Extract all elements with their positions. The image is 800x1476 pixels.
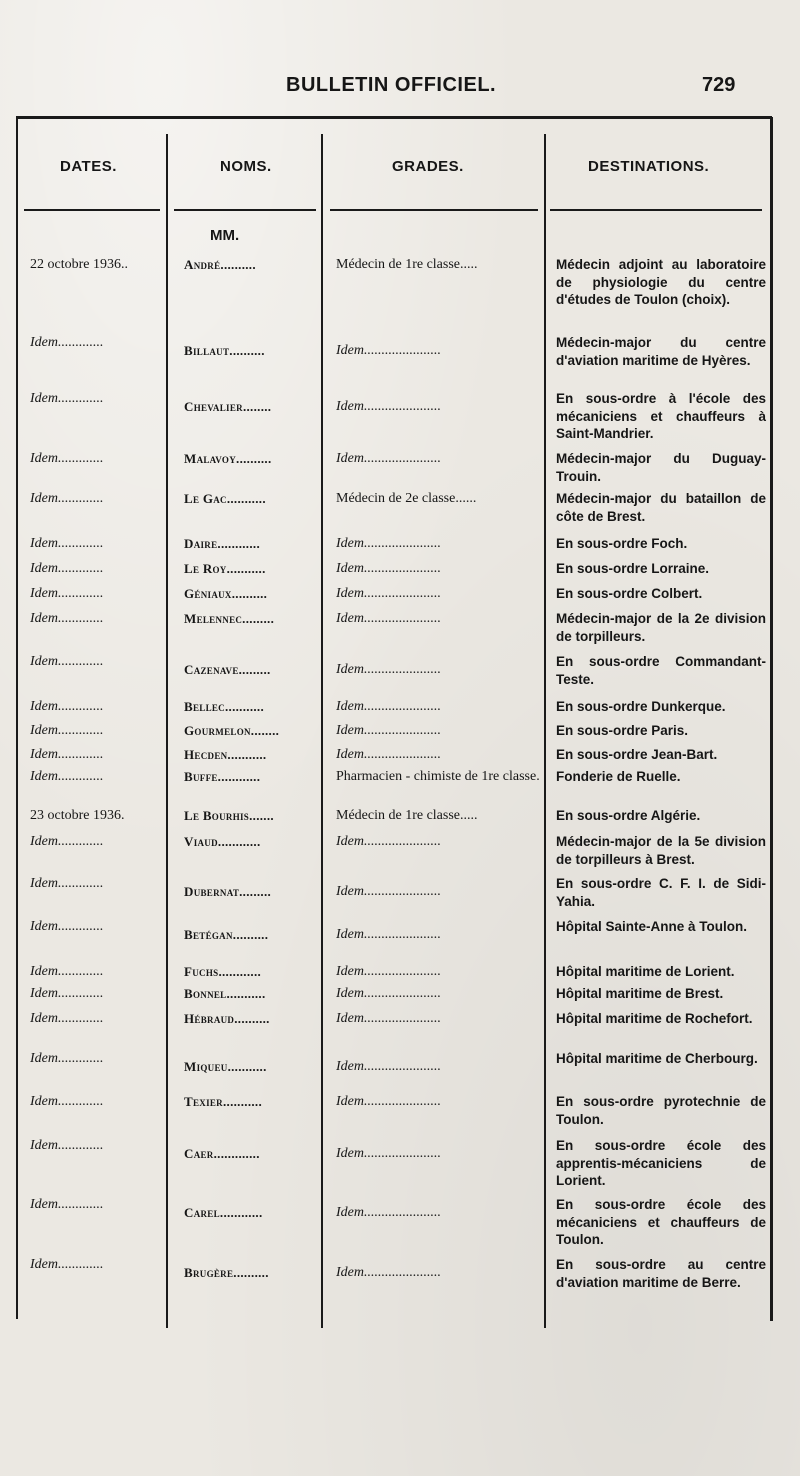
row-destination: En sous-ordre Jean-Bart. xyxy=(556,747,718,762)
row-name: Chevalier........ xyxy=(184,399,272,414)
row-destination: En sous-ordre Dunkerque. xyxy=(556,699,726,714)
row-name: Daire............ xyxy=(184,536,260,551)
column-divider xyxy=(321,134,323,1328)
row-destination: Médecin-major de la 5e division de torpilleurs à Brest. xyxy=(556,834,766,867)
row-date: Idem............. xyxy=(30,1051,104,1066)
page-number: 729 xyxy=(702,74,736,96)
row-name: Brugère.......... xyxy=(184,1265,269,1280)
row-date: Idem............. xyxy=(30,1011,104,1026)
row-date: Idem............. xyxy=(30,964,104,979)
row-grade: Idem...................... xyxy=(336,343,441,358)
row-grade: Idem...................... xyxy=(336,1205,441,1220)
row-grade: Idem...................... xyxy=(336,1059,441,1074)
column-header-destinations: DESTINATIONS. xyxy=(588,158,710,175)
row-grade: Idem...................... xyxy=(336,399,441,414)
row-date: Idem............. xyxy=(30,769,104,784)
row-date: Idem............. xyxy=(30,1197,104,1212)
row-destination: En sous-ordre Paris. xyxy=(556,723,689,738)
row-date: Idem............. xyxy=(30,391,104,406)
row-date: Idem............. xyxy=(30,723,104,738)
header-rule xyxy=(174,209,316,211)
row-grade: Médecin de 1re classe..... xyxy=(336,808,478,823)
row-grade: Idem...................... xyxy=(336,586,441,601)
row-destination: Médecin adjoint au laboratoire de physiologie du centre d'études de Toulon (choix). xyxy=(556,257,766,307)
column-divider xyxy=(166,134,168,1328)
row-destination: Médecin-major de la 2e division de torpilleurs. xyxy=(556,611,766,644)
row-destination: En sous-ordre Colbert. xyxy=(556,586,703,601)
row-name: Géniaux.......... xyxy=(184,586,268,601)
column-header-grades: GRADES. xyxy=(392,158,464,175)
column-header-noms: NOMS. xyxy=(220,158,272,175)
row-destination: Hôpital maritime de Cherbourg. xyxy=(556,1051,758,1066)
row-destination: En sous-ordre pyrotechnie de Toulon. xyxy=(556,1094,766,1127)
row-grade: Pharmacien - chimiste de 1re classe. xyxy=(336,769,540,784)
row-destination: En sous-ordre à l'école des mécaniciens et chauffeurs à Saint-Mandrier. xyxy=(556,391,766,441)
row-destination: Hôpital maritime de Lorient. xyxy=(556,964,735,979)
row-grade: Idem...................... xyxy=(336,699,441,714)
row-date: 23 octobre 1936. xyxy=(30,808,125,823)
row-name: André.......... xyxy=(184,257,256,272)
row-grade: Médecin de 1re classe..... xyxy=(336,257,478,272)
row-date: Idem............. xyxy=(30,611,104,626)
row-grade: Idem...................... xyxy=(336,986,441,1001)
row-date: Idem............. xyxy=(30,919,104,934)
row-date: Idem............. xyxy=(30,335,104,350)
row-grade: Idem...................... xyxy=(336,1146,441,1161)
row-date: Idem............. xyxy=(30,451,104,466)
row-name: Betégan.......... xyxy=(184,927,269,942)
row-grade: Idem...................... xyxy=(336,451,441,466)
row-grade: Idem...................... xyxy=(336,1094,441,1109)
row-date: Idem............. xyxy=(30,1094,104,1109)
mm-label: MM. xyxy=(210,227,240,244)
row-name: Hébraud.......... xyxy=(184,1011,270,1026)
row-date: Idem............. xyxy=(30,699,104,714)
row-destination: Médecin-major du Duguay-Trouin. xyxy=(556,451,766,484)
row-date: Idem............. xyxy=(30,491,104,506)
row-date: Idem............. xyxy=(30,586,104,601)
row-date: Idem............. xyxy=(30,1257,104,1272)
row-name: Gourmelon........ xyxy=(184,723,280,738)
row-destination: En sous-ordre école des mécaniciens et chauffeurs de Toulon. xyxy=(556,1197,766,1247)
row-grade: Idem...................... xyxy=(336,884,441,899)
table-top-rule xyxy=(16,116,772,119)
row-name: Bellec........... xyxy=(184,699,265,714)
row-name: Hecden........... xyxy=(184,747,267,762)
row-date: Idem............. xyxy=(30,561,104,576)
running-head: BULLETIN OFFICIEL. xyxy=(286,74,497,96)
row-date: Idem............. xyxy=(30,747,104,762)
row-date: Idem............. xyxy=(30,654,104,669)
row-destination: Médecin-major du bataillon de côte de Brest. xyxy=(556,491,766,524)
row-destination: En sous-ordre école des apprentis-mécaniciens de Lorient. xyxy=(556,1138,766,1188)
row-grade: Idem...................... xyxy=(336,834,441,849)
header-rule xyxy=(330,209,538,211)
header-rule xyxy=(24,209,160,211)
row-destination: En sous-ordre au centre d'aviation maritime de Berre. xyxy=(556,1257,766,1290)
row-name: Fuchs............ xyxy=(184,964,262,979)
row-date: 22 octobre 1936.. xyxy=(30,257,128,272)
row-name: Miqueu........... xyxy=(184,1059,267,1074)
column-divider xyxy=(544,134,546,1328)
row-name: Cazenave......... xyxy=(184,662,271,677)
row-grade: Idem...................... xyxy=(336,611,441,626)
row-grade: Idem...................... xyxy=(336,964,441,979)
row-destination: Fonderie de Ruelle. xyxy=(556,769,681,784)
row-name: Le Roy........... xyxy=(184,561,266,576)
row-name: Le Bourhis....... xyxy=(184,808,274,823)
row-date: Idem............. xyxy=(30,986,104,1001)
row-destination: En sous-ordre Commandant-Teste. xyxy=(556,654,766,687)
row-date: Idem............. xyxy=(30,536,104,551)
row-destination: En sous-ordre C. F. I. de Sidi-Yahia. xyxy=(556,876,766,909)
row-destination: En sous-ordre Lorraine. xyxy=(556,561,710,576)
table-left-border xyxy=(16,117,18,1319)
row-destination: En sous-ordre Algérie. xyxy=(556,808,701,823)
row-name: Dubernat......... xyxy=(184,884,272,899)
row-grade: Idem...................... xyxy=(336,927,441,942)
row-name: Le Gac........... xyxy=(184,491,266,506)
row-grade: Idem...................... xyxy=(336,747,441,762)
column-header-dates: DATES. xyxy=(60,158,117,175)
row-name: Caer............. xyxy=(184,1146,260,1161)
row-destination: Hôpital maritime de Rochefort. xyxy=(556,1011,753,1026)
row-name: Billaut.......... xyxy=(184,343,265,358)
row-grade: Médecin de 2e classe...... xyxy=(336,491,477,506)
row-destination: En sous-ordre Foch. xyxy=(556,536,688,551)
row-grade: Idem...................... xyxy=(336,662,441,677)
table-right-border xyxy=(770,117,773,1321)
row-name: Buffe............ xyxy=(184,769,261,784)
row-destination: Hôpital maritime de Brest. xyxy=(556,986,724,1001)
row-date: Idem............. xyxy=(30,1138,104,1153)
row-name: Melennec......... xyxy=(184,611,275,626)
row-name: Malavoy.......... xyxy=(184,451,272,466)
row-grade: Idem...................... xyxy=(336,1265,441,1280)
row-grade: Idem...................... xyxy=(336,536,441,551)
row-grade: Idem...................... xyxy=(336,561,441,576)
row-date: Idem............. xyxy=(30,876,104,891)
row-name: Bonnel........... xyxy=(184,986,266,1001)
row-name: Viaud............ xyxy=(184,834,261,849)
header-rule xyxy=(550,209,762,211)
row-date: Idem............. xyxy=(30,834,104,849)
row-grade: Idem...................... xyxy=(336,723,441,738)
row-grade: Idem...................... xyxy=(336,1011,441,1026)
row-destination: Médecin-major du centre d'aviation maritime de Hyères. xyxy=(556,335,766,368)
row-name: Texier........... xyxy=(184,1094,263,1109)
row-name: Carel............ xyxy=(184,1205,263,1220)
row-destination: Hôpital Sainte-Anne à Toulon. xyxy=(556,919,747,934)
